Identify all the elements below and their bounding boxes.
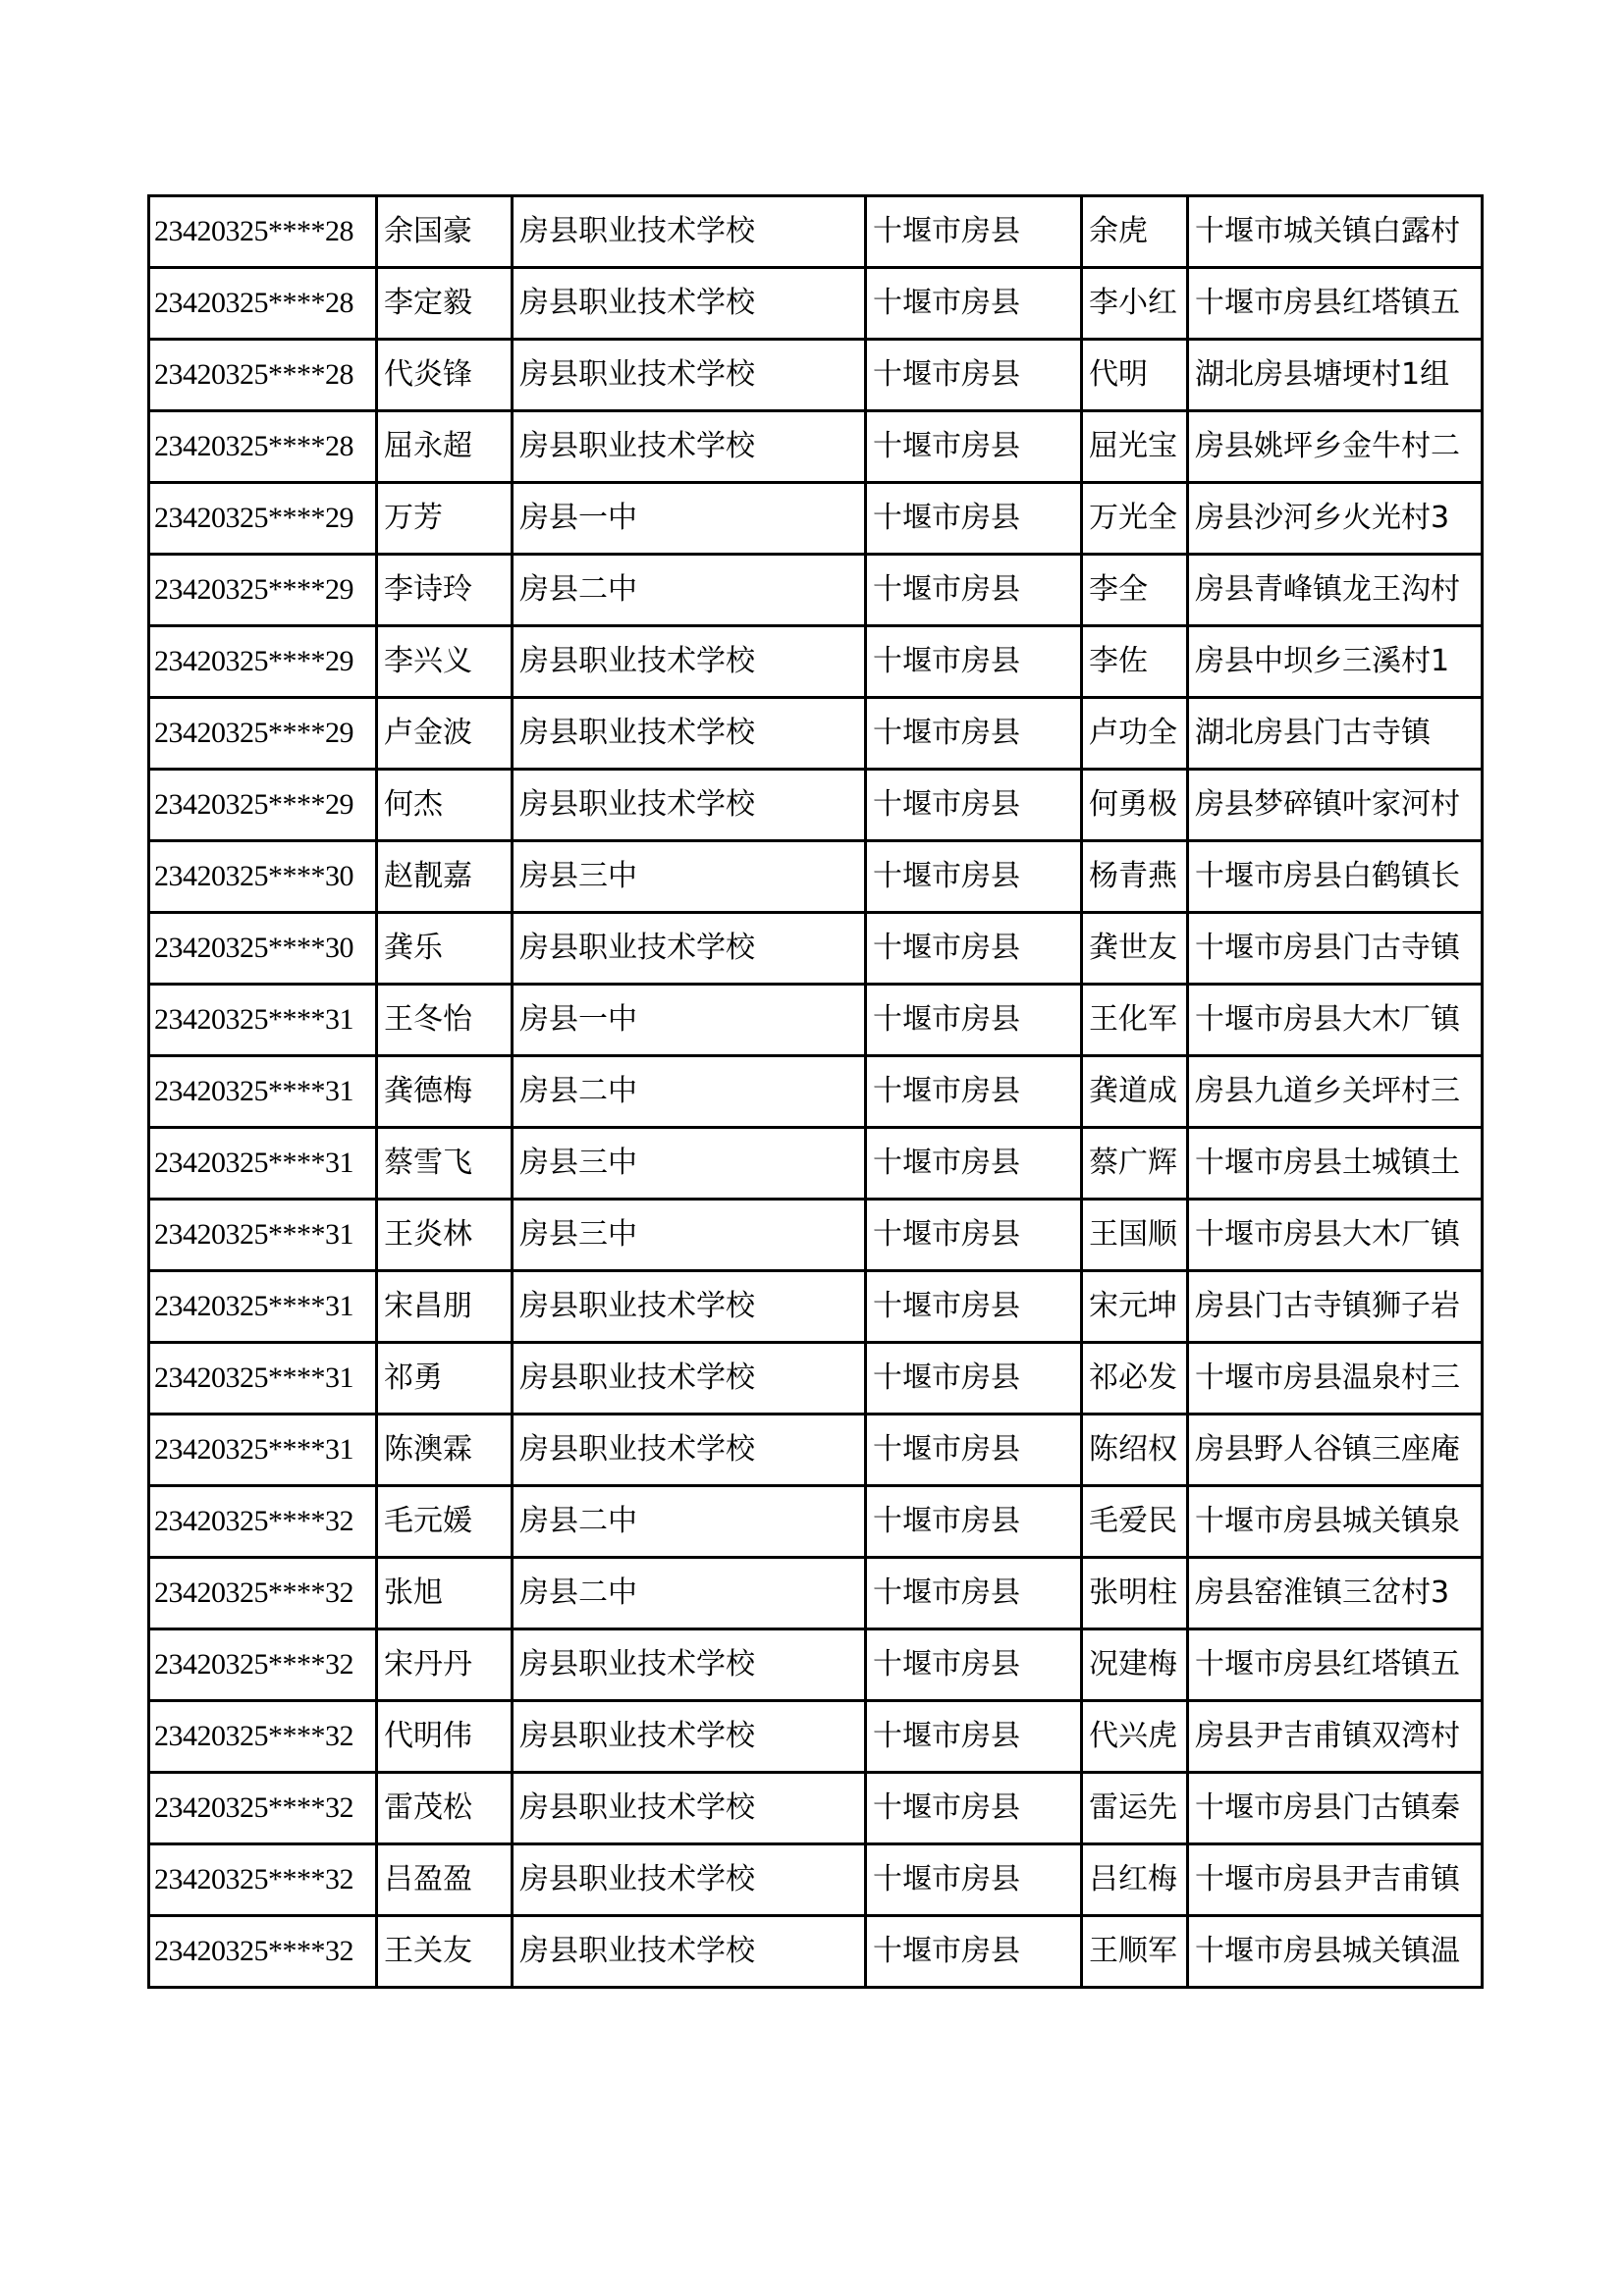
cell-school: 房县职业技术学校	[513, 913, 866, 985]
cell-guardian: 龚世友	[1082, 913, 1188, 985]
cell-name: 卢金波	[377, 698, 513, 770]
cell-id: 23420325****28	[149, 268, 377, 340]
table-row	[149, 411, 1483, 483]
cell-school: 房县职业技术学校	[513, 698, 866, 770]
cell-address: 十堰市房县门古镇秦	[1188, 1773, 1483, 1844]
cell-address: 湖北房县门古寺镇	[1188, 698, 1483, 770]
cell-region: 十堰市房县	[866, 1056, 1082, 1128]
table-row	[149, 770, 1483, 841]
table-row	[149, 1773, 1483, 1844]
cell-id: 23420325****30	[149, 913, 377, 985]
cell-name: 万芳	[377, 483, 513, 555]
cell-id: 23420325****28	[149, 196, 377, 268]
cell-region: 十堰市房县	[866, 1200, 1082, 1271]
cell-id: 23420325****29	[149, 555, 377, 626]
cell-guardian: 余虎	[1082, 196, 1188, 268]
cell-school: 房县三中	[513, 1128, 866, 1200]
table-row	[149, 268, 1483, 340]
table-row	[149, 626, 1483, 698]
cell-region: 十堰市房县	[866, 841, 1082, 913]
cell-id: 23420325****28	[149, 340, 377, 411]
cell-region: 十堰市房县	[866, 1128, 1082, 1200]
table-row	[149, 1844, 1483, 1916]
cell-address: 十堰市房县红塔镇五	[1188, 268, 1483, 340]
cell-school: 房县职业技术学校	[513, 1773, 866, 1844]
table-row	[149, 1200, 1483, 1271]
cell-guardian: 陈绍权	[1082, 1415, 1188, 1486]
cell-address: 房县野人谷镇三座庵	[1188, 1415, 1483, 1486]
cell-id: 23420325****32	[149, 1629, 377, 1701]
cell-region: 十堰市房县	[866, 1486, 1082, 1558]
cell-region: 十堰市房县	[866, 1271, 1082, 1343]
cell-school: 房县职业技术学校	[513, 1343, 866, 1415]
cell-guardian: 何勇极	[1082, 770, 1188, 841]
cell-address: 房县沙河乡火光村3	[1188, 483, 1483, 555]
cell-guardian: 吕红梅	[1082, 1844, 1188, 1916]
cell-region: 十堰市房县	[866, 1773, 1082, 1844]
cell-guardian: 李全	[1082, 555, 1188, 626]
cell-school: 房县一中	[513, 483, 866, 555]
cell-address: 十堰市房县白鹤镇长	[1188, 841, 1483, 913]
table-row	[149, 196, 1483, 268]
cell-name: 李诗玲	[377, 555, 513, 626]
cell-address: 十堰市房县大木厂镇	[1188, 1200, 1483, 1271]
table-row	[149, 985, 1483, 1056]
cell-guardian: 况建梅	[1082, 1629, 1188, 1701]
cell-id: 23420325****31	[149, 1128, 377, 1200]
cell-school: 房县职业技术学校	[513, 1844, 866, 1916]
cell-school: 房县职业技术学校	[513, 1629, 866, 1701]
cell-school: 房县二中	[513, 1486, 866, 1558]
cell-guardian: 王顺军	[1082, 1916, 1188, 1988]
cell-name: 宋昌朋	[377, 1271, 513, 1343]
cell-school: 房县职业技术学校	[513, 411, 866, 483]
cell-region: 十堰市房县	[866, 1415, 1082, 1486]
cell-address: 房县尹吉甫镇双湾村	[1188, 1701, 1483, 1773]
cell-name: 王关友	[377, 1916, 513, 1988]
cell-guardian: 王国顺	[1082, 1200, 1188, 1271]
table-row	[149, 1558, 1483, 1629]
cell-school: 房县职业技术学校	[513, 770, 866, 841]
cell-id: 23420325****31	[149, 1056, 377, 1128]
cell-guardian: 蔡广辉	[1082, 1128, 1188, 1200]
cell-region: 十堰市房县	[866, 1558, 1082, 1629]
cell-school: 房县职业技术学校	[513, 196, 866, 268]
cell-guardian: 卢功全	[1082, 698, 1188, 770]
cell-address: 十堰市房县尹吉甫镇	[1188, 1844, 1483, 1916]
cell-guardian: 代明	[1082, 340, 1188, 411]
table-row	[149, 698, 1483, 770]
cell-region: 十堰市房县	[866, 1916, 1082, 1988]
cell-id: 23420325****29	[149, 698, 377, 770]
cell-address: 房县青峰镇龙王沟村	[1188, 555, 1483, 626]
cell-region: 十堰市房县	[866, 340, 1082, 411]
cell-id: 23420325****31	[149, 1271, 377, 1343]
table-row	[149, 1916, 1483, 1988]
cell-address: 十堰市房县红塔镇五	[1188, 1629, 1483, 1701]
cell-name: 代炎锋	[377, 340, 513, 411]
table-row	[149, 1701, 1483, 1773]
cell-region: 十堰市房县	[866, 770, 1082, 841]
cell-guardian: 龚道成	[1082, 1056, 1188, 1128]
table-row	[149, 913, 1483, 985]
cell-name: 宋丹丹	[377, 1629, 513, 1701]
cell-school: 房县二中	[513, 1558, 866, 1629]
records-body	[149, 196, 1483, 1988]
cell-name: 王炎林	[377, 1200, 513, 1271]
cell-region: 十堰市房县	[866, 698, 1082, 770]
cell-school: 房县三中	[513, 1200, 866, 1271]
cell-name: 屈永超	[377, 411, 513, 483]
cell-name: 王冬怡	[377, 985, 513, 1056]
cell-region: 十堰市房县	[866, 268, 1082, 340]
table-row	[149, 340, 1483, 411]
cell-name: 陈澳霖	[377, 1415, 513, 1486]
cell-id: 23420325****28	[149, 411, 377, 483]
cell-region: 十堰市房县	[866, 555, 1082, 626]
cell-guardian: 宋元坤	[1082, 1271, 1188, 1343]
cell-name: 何杰	[377, 770, 513, 841]
cell-name: 毛元媛	[377, 1486, 513, 1558]
table-row	[149, 1415, 1483, 1486]
cell-school: 房县一中	[513, 985, 866, 1056]
cell-school: 房县二中	[513, 555, 866, 626]
cell-name: 蔡雪飞	[377, 1128, 513, 1200]
cell-address: 十堰市城关镇白露村	[1188, 196, 1483, 268]
cell-guardian: 李小红	[1082, 268, 1188, 340]
cell-name: 李定毅	[377, 268, 513, 340]
cell-id: 23420325****31	[149, 1415, 377, 1486]
cell-guardian: 王化军	[1082, 985, 1188, 1056]
cell-address: 十堰市房县门古寺镇	[1188, 913, 1483, 985]
table-row	[149, 555, 1483, 626]
cell-school: 房县职业技术学校	[513, 1916, 866, 1988]
cell-name: 祁勇	[377, 1343, 513, 1415]
cell-region: 十堰市房县	[866, 1629, 1082, 1701]
cell-guardian: 屈光宝	[1082, 411, 1188, 483]
cell-address: 十堰市房县土城镇土	[1188, 1128, 1483, 1200]
cell-id: 23420325****32	[149, 1773, 377, 1844]
cell-id: 23420325****32	[149, 1558, 377, 1629]
cell-region: 十堰市房县	[866, 1343, 1082, 1415]
cell-guardian: 毛爱民	[1082, 1486, 1188, 1558]
cell-address: 十堰市房县城关镇温	[1188, 1916, 1483, 1988]
cell-school: 房县三中	[513, 841, 866, 913]
cell-id: 23420325****31	[149, 985, 377, 1056]
cell-address: 房县门古寺镇狮子岩	[1188, 1271, 1483, 1343]
cell-id: 23420325****31	[149, 1343, 377, 1415]
table-row	[149, 1486, 1483, 1558]
cell-id: 23420325****29	[149, 626, 377, 698]
table-row	[149, 841, 1483, 913]
table-row	[149, 1056, 1483, 1128]
cell-school: 房县职业技术学校	[513, 626, 866, 698]
cell-name: 龚德梅	[377, 1056, 513, 1128]
table-row	[149, 1629, 1483, 1701]
records-table	[147, 194, 1484, 1989]
cell-school: 房县二中	[513, 1056, 866, 1128]
cell-region: 十堰市房县	[866, 196, 1082, 268]
cell-region: 十堰市房县	[866, 913, 1082, 985]
cell-address: 房县梦碎镇叶家河村	[1188, 770, 1483, 841]
table-row	[149, 1128, 1483, 1200]
cell-guardian: 代兴虎	[1082, 1701, 1188, 1773]
cell-address: 房县中坝乡三溪村1	[1188, 626, 1483, 698]
cell-region: 十堰市房县	[866, 985, 1082, 1056]
cell-school: 房县职业技术学校	[513, 340, 866, 411]
cell-school: 房县职业技术学校	[513, 268, 866, 340]
cell-school: 房县职业技术学校	[513, 1701, 866, 1773]
cell-id: 23420325****32	[149, 1701, 377, 1773]
cell-guardian: 张明柱	[1082, 1558, 1188, 1629]
cell-guardian: 万光全	[1082, 483, 1188, 555]
cell-school: 房县职业技术学校	[513, 1271, 866, 1343]
cell-id: 23420325****32	[149, 1916, 377, 1988]
cell-school: 房县职业技术学校	[513, 1415, 866, 1486]
table-row	[149, 483, 1483, 555]
cell-name: 龚乐	[377, 913, 513, 985]
cell-id: 23420325****32	[149, 1844, 377, 1916]
cell-name: 代明伟	[377, 1701, 513, 1773]
cell-guardian: 李佐	[1082, 626, 1188, 698]
table-row	[149, 1271, 1483, 1343]
cell-address: 湖北房县塘埂村1组	[1188, 340, 1483, 411]
cell-name: 余国豪	[377, 196, 513, 268]
cell-region: 十堰市房县	[866, 1844, 1082, 1916]
cell-address: 十堰市房县温泉村三	[1188, 1343, 1483, 1415]
cell-name: 李兴义	[377, 626, 513, 698]
cell-region: 十堰市房县	[866, 411, 1082, 483]
cell-id: 23420325****32	[149, 1486, 377, 1558]
cell-address: 十堰市房县大木厂镇	[1188, 985, 1483, 1056]
cell-region: 十堰市房县	[866, 483, 1082, 555]
table-row	[149, 1343, 1483, 1415]
cell-name: 赵靓嘉	[377, 841, 513, 913]
cell-address: 房县窑淮镇三岔村3	[1188, 1558, 1483, 1629]
cell-address: 房县九道乡关坪村三	[1188, 1056, 1483, 1128]
cell-guardian: 杨青燕	[1082, 841, 1188, 913]
cell-region: 十堰市房县	[866, 1701, 1082, 1773]
cell-name: 张旭	[377, 1558, 513, 1629]
cell-id: 23420325****29	[149, 483, 377, 555]
cell-region: 十堰市房县	[866, 626, 1082, 698]
cell-address: 房县姚坪乡金牛村二	[1188, 411, 1483, 483]
cell-guardian: 祁必发	[1082, 1343, 1188, 1415]
cell-id: 23420325****30	[149, 841, 377, 913]
cell-guardian: 雷运先	[1082, 1773, 1188, 1844]
cell-id: 23420325****31	[149, 1200, 377, 1271]
cell-name: 雷茂松	[377, 1773, 513, 1844]
cell-address: 十堰市房县城关镇泉	[1188, 1486, 1483, 1558]
cell-name: 吕盈盈	[377, 1844, 513, 1916]
cell-id: 23420325****29	[149, 770, 377, 841]
